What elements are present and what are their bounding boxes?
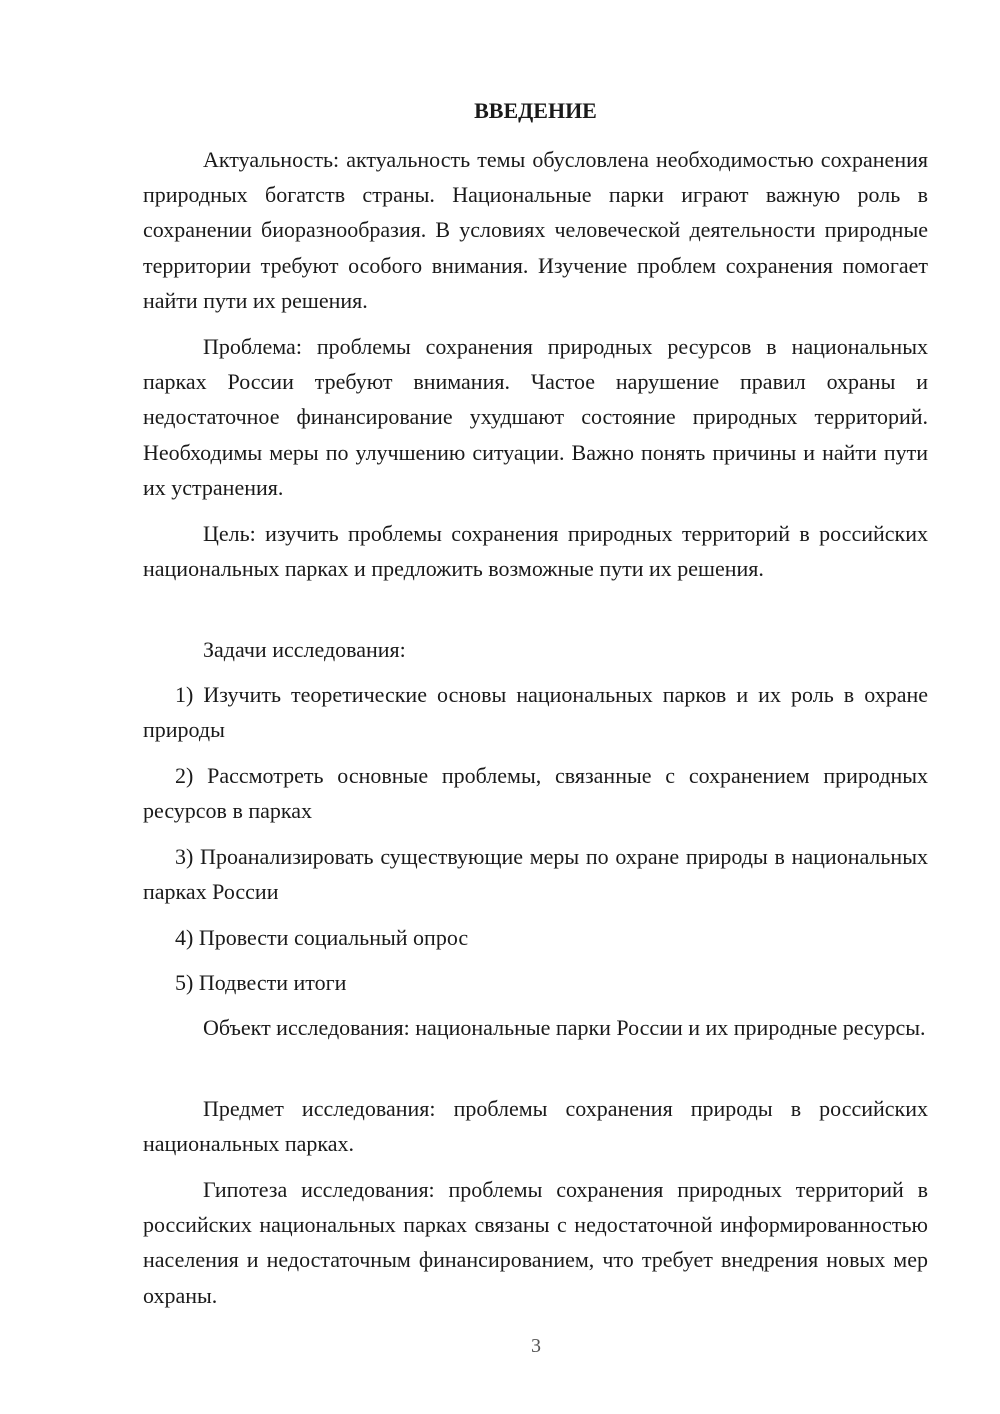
task-item-5: 5) Подвести итоги <box>175 970 347 995</box>
paragraph-hypothesis: Гипотеза исследования: проблемы сохранения природных территорий в российских национальных парках связаны с недостаточной информированностью населения и недостаточным финансированием, что требует внедрения новых мер охраны. <box>143 1177 928 1308</box>
task-item-1: 1) Изучить теоретические основы национальных парков и их роль в охране природы <box>143 682 928 743</box>
paragraph-object: Объект исследования: национальные парки России и их природные ресурсы. <box>203 1015 926 1040</box>
paragraph-subject: Предмет исследования: проблемы сохранения природы в российских национальных парках. <box>143 1096 928 1157</box>
page-number: 3 <box>531 1335 541 1357</box>
paragraph-problem: Проблема: проблемы сохранения природных ресурсов в национальных парках России требуют внимания. Частое нарушение правил охраны и недостаточное финансирование ухудшают состояние природных территорий. Необходимы меры по улучшению ситуации. Важно понять причины и найти пути их устранения. <box>143 334 928 500</box>
tasks-heading: Задачи исследования: <box>203 637 406 662</box>
paragraph-goal: Цель: изучить проблемы сохранения природных территорий в российских национальных парках и предложить возможные пути их решения. <box>143 521 928 582</box>
task-item-3: 3) Проанализировать существующие меры по охране природы в национальных парках России <box>143 844 928 905</box>
page-title: ВВЕДЕНИЕ <box>474 98 597 123</box>
task-item-4: 4) Провести социальный опрос <box>175 925 469 950</box>
task-item-2: 2) Рассмотреть основные проблемы, связанные с сохранением природных ресурсов в парках <box>143 763 928 824</box>
paragraph-relevance: Актуальность: актуальность темы обусловлена необходимостью сохранения природных богатств страны. Национальные парки играют важную роль в сохранении биоразнообразия. В условиях человеческой деятельности природные территории требуют особого внимания. Изучение проблем сохранения помогает найти пути их решения. <box>143 147 928 313</box>
